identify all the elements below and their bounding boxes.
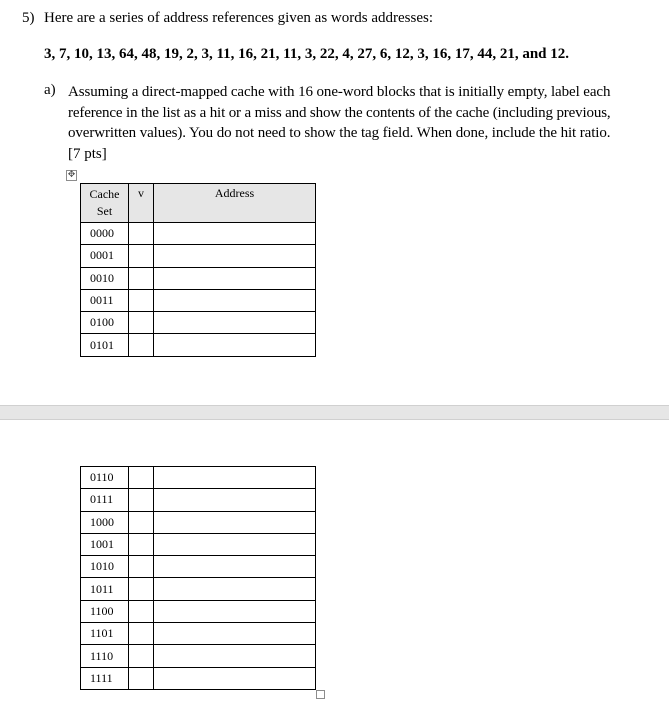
address-cell[interactable]	[154, 667, 316, 689]
table-row	[81, 556, 316, 578]
cache-set-cell: 1010	[81, 556, 129, 578]
table-row	[81, 467, 316, 489]
table-row	[81, 289, 316, 311]
table-row	[81, 223, 316, 245]
cache-table-page-1	[80, 183, 316, 357]
table-row	[81, 645, 316, 667]
valid-cell[interactable]	[129, 623, 154, 645]
valid-cell[interactable]	[129, 667, 154, 689]
cache-set-cell: 1101	[81, 623, 129, 645]
cache-set-cell: 1111	[81, 667, 129, 689]
table-row	[81, 312, 316, 334]
table-row	[81, 578, 316, 600]
address-cell[interactable]	[154, 511, 316, 533]
address-cell[interactable]	[154, 600, 316, 622]
address-cell[interactable]	[154, 289, 316, 311]
part-a-line-4: [7 pts]	[68, 145, 107, 162]
valid-cell[interactable]	[129, 334, 154, 356]
table-row	[81, 511, 316, 533]
cache-set-cell: 1110	[81, 645, 129, 667]
part-a-text	[68, 82, 668, 164]
address-cell[interactable]	[154, 489, 316, 511]
valid-cell[interactable]	[129, 645, 154, 667]
cache-set-cell: 1011	[81, 578, 129, 600]
address-cell[interactable]	[154, 645, 316, 667]
valid-cell[interactable]	[129, 267, 154, 289]
address-cell[interactable]	[154, 578, 316, 600]
address-cell[interactable]	[154, 245, 316, 267]
cache-set-cell: 0100	[81, 312, 129, 334]
table-row	[81, 667, 316, 689]
part-a-line-2: reference in the list as a hit or a miss and show the contents of the cache (including previous,	[68, 104, 611, 121]
address-cell[interactable]	[154, 267, 316, 289]
address-cell[interactable]	[154, 623, 316, 645]
valid-cell[interactable]	[129, 556, 154, 578]
header-cache-set-line2: Set	[96, 204, 113, 218]
cache-set-cell: 0001	[81, 245, 129, 267]
address-cell[interactable]	[154, 312, 316, 334]
address-cell[interactable]	[154, 223, 316, 245]
valid-cell[interactable]	[129, 223, 154, 245]
cache-set-cell: 0000	[81, 223, 129, 245]
part-a-label: a)	[44, 82, 56, 98]
valid-cell[interactable]	[129, 489, 154, 511]
address-sequence: 3, 7, 10, 13, 64, 48, 19, 2, 3, 11, 16, 21, 11, 3, 22, 4, 27, 6, 12, 3, 16, 17, 44, 21, and 12.	[44, 46, 570, 62]
table-row	[81, 245, 316, 267]
valid-cell[interactable]	[129, 600, 154, 622]
cache-set-cell: 0011	[81, 289, 129, 311]
valid-cell[interactable]	[129, 245, 154, 267]
valid-cell[interactable]	[129, 533, 154, 555]
header-valid: v	[129, 184, 154, 223]
cache-set-cell: 1100	[81, 600, 129, 622]
cache-set-cell: 1000	[81, 511, 129, 533]
cache-set-cell: 0010	[81, 267, 129, 289]
question-number: 5)	[22, 10, 35, 26]
part-a-line-3: overwritten values). You do not need to show the tag field. When done, include the hit ratio.	[68, 125, 611, 141]
cache-table-page-2	[80, 466, 316, 690]
question-text: Here are a series of address references given as words addresses:	[44, 10, 433, 26]
table-row	[81, 600, 316, 622]
valid-cell[interactable]	[129, 289, 154, 311]
address-cell[interactable]	[154, 334, 316, 356]
cache-set-cell: 0110	[81, 467, 129, 489]
valid-cell[interactable]	[129, 511, 154, 533]
table-row	[81, 623, 316, 645]
table-row	[81, 533, 316, 555]
table-row	[81, 267, 316, 289]
table-row	[81, 334, 316, 356]
header-address: Address	[154, 184, 316, 223]
valid-cell[interactable]	[129, 467, 154, 489]
page-break-gap	[0, 405, 669, 420]
header-cache-set	[81, 184, 129, 223]
header-cache-set-line1: Cache	[89, 187, 120, 201]
table-move-handle-icon[interactable]: ✥	[67, 170, 76, 180]
cache-set-cell: 0101	[81, 334, 129, 356]
table-resize-handle-icon[interactable]	[316, 690, 325, 699]
address-cell[interactable]	[154, 556, 316, 578]
cache-set-cell: 0111	[81, 489, 129, 511]
part-a-line-1: Assuming a direct-mapped cache with 16 one-word blocks that is initially empty, label each	[68, 84, 611, 100]
valid-cell[interactable]	[129, 578, 154, 600]
address-cell[interactable]	[154, 467, 316, 489]
address-cell[interactable]	[154, 533, 316, 555]
table-row	[81, 489, 316, 511]
valid-cell[interactable]	[129, 312, 154, 334]
cache-set-cell: 1001	[81, 533, 129, 555]
